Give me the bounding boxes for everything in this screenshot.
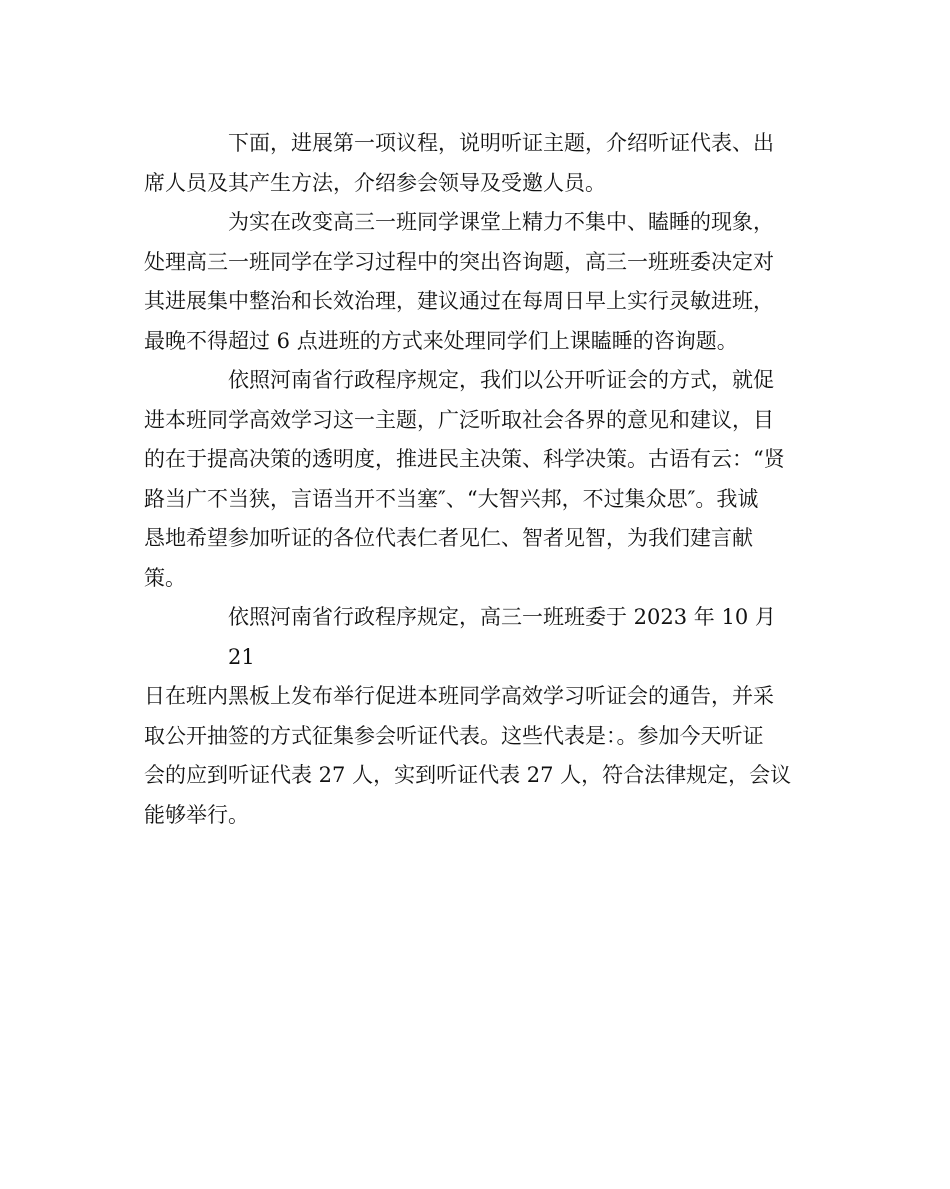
text-line: 依照河南省行政程序规定，高三一班班委于 2023 年 10 月 21 — [228, 605, 776, 669]
text-line: 依照河南省行政程序规定，我们以公开听证会的方式，就促 — [228, 368, 774, 392]
text-line: 的在于提高决策的透明度，推进民主决策、科学决策。古语有云：“贤 — [144, 447, 785, 471]
text-line: 日在班内黑板上发布举行促进本班同学高效学习听证会的通告，并采 — [144, 684, 774, 708]
text-line: 席人员及其产生方法，介绍参会领导及受邀人员。 — [144, 170, 606, 195]
text-line: 进本班同学高效学习这一主题，广泛听取社会各界的意见和建议，目 — [144, 407, 774, 432]
document-body — [144, 124, 806, 835]
text-line: 最晚不得超过 6 点进班的方式来处理同学们上课瞌睡的咨询题。 — [144, 328, 738, 353]
text-line: 下面，进展第一项议程，说明听证主题，介绍听证代表、出 — [228, 131, 774, 155]
paragraph-purpose — [144, 203, 806, 361]
paragraph-legal-basis — [144, 361, 806, 598]
paragraph-agenda — [144, 124, 806, 203]
paragraph-representatives — [144, 598, 806, 835]
text-line: 为实在改变高三一班同学课堂上精力不集中、瞌睡的现象， — [228, 210, 774, 234]
text-line: 恳地希望参加听证的各位代表仁者见仁、智者见智，为我们建言献 — [144, 526, 753, 550]
text-line: 路当广不当狭，言语当开不当塞″、“大智兴邦，不过集众思″。我诚 — [144, 486, 759, 511]
text-line: 取公开抽签的方式征集参会听证代表。这些代表是：。参加今天听证 — [144, 723, 764, 748]
text-line: 其进展集中整治和长效治理，建议通过在每周日早上实行灵敏进班， — [144, 289, 774, 313]
text-line: 能够举行。 — [144, 802, 249, 827]
text-line: 处理高三一班同学在学习过程中的突出咨询题，高三一班班委决定对 — [144, 249, 774, 274]
text-line: 策。 — [144, 565, 186, 590]
text-line: 会的应到听证代表 27 人，实到听证代表 27 人，符合法律规定，会议 — [144, 763, 792, 787]
